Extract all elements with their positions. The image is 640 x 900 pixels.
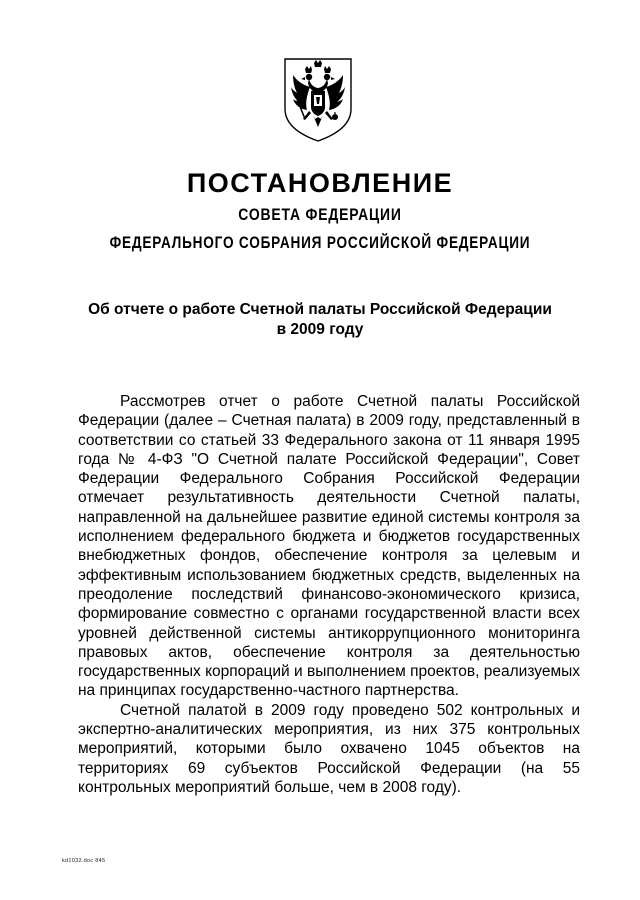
document-body xyxy=(78,392,580,797)
coat-of-arms-emblem xyxy=(283,57,353,143)
resolution-heading xyxy=(60,300,580,340)
document-subtitle-line2: ФЕДЕРАЛЬНОГО СОБРАНИЯ РОССИЙСКОЙ ФЕДЕРАЦИИ xyxy=(109,233,531,252)
heading-line1: Об отчете о работе Счетной палаты Российской Федерации xyxy=(88,301,552,318)
file-reference-code: kd1032.doc 845 xyxy=(62,858,106,864)
document-title: ПОСТАНОВЛЕНИЕ xyxy=(186,168,454,198)
document-subtitle-line1: СОВЕТА ФЕДЕРАЦИИ xyxy=(238,205,402,224)
body-paragraph-1: Рассмотрев отчет о работе Счетной палаты Российской Федерации (далее – Счетная палата) в 2009 году, представленный в соответствии со статьей 33 Федерального закона от 11 января 1995 года № 4-ФЗ "О Счетной палате Российской Федерации", Совет Федерации Федерального Собрания Российской Федерации отмечает результативность деятельности Счетной палаты, направленной на дальнейшее развитие единой системы контроля за исполнением федерального бюджета и бюджетов государственных внебюджетных фондов, обеспечение контроля за целевым и эффективным использованием бюджетных средств, выделенных на преодоление последствий финансово-экономического кризиса, формирование совместно с органами государственной власти всех уровней действенной системы антикоррупционного мониторинга правовых актов, обеспечение контроля за деятельностью государственных корпораций и выполнением проектов, реализуемых на принципах государственно-частного партнерства. xyxy=(78,393,580,700)
heading-line2: в 2009 году xyxy=(276,321,364,338)
double-headed-eagle-icon xyxy=(283,57,353,143)
body-paragraph-2: Счетной палатой в 2009 году проведено 502 контрольных и экспертно-аналитических мероприятия, из них 375 контрольных мероприятий, которыми было охвачено 1045 объектов на территориях 69 субъектов Российской Федерации (на 55 контрольных мероприятий больше, чем в 2008 году). xyxy=(78,701,580,796)
